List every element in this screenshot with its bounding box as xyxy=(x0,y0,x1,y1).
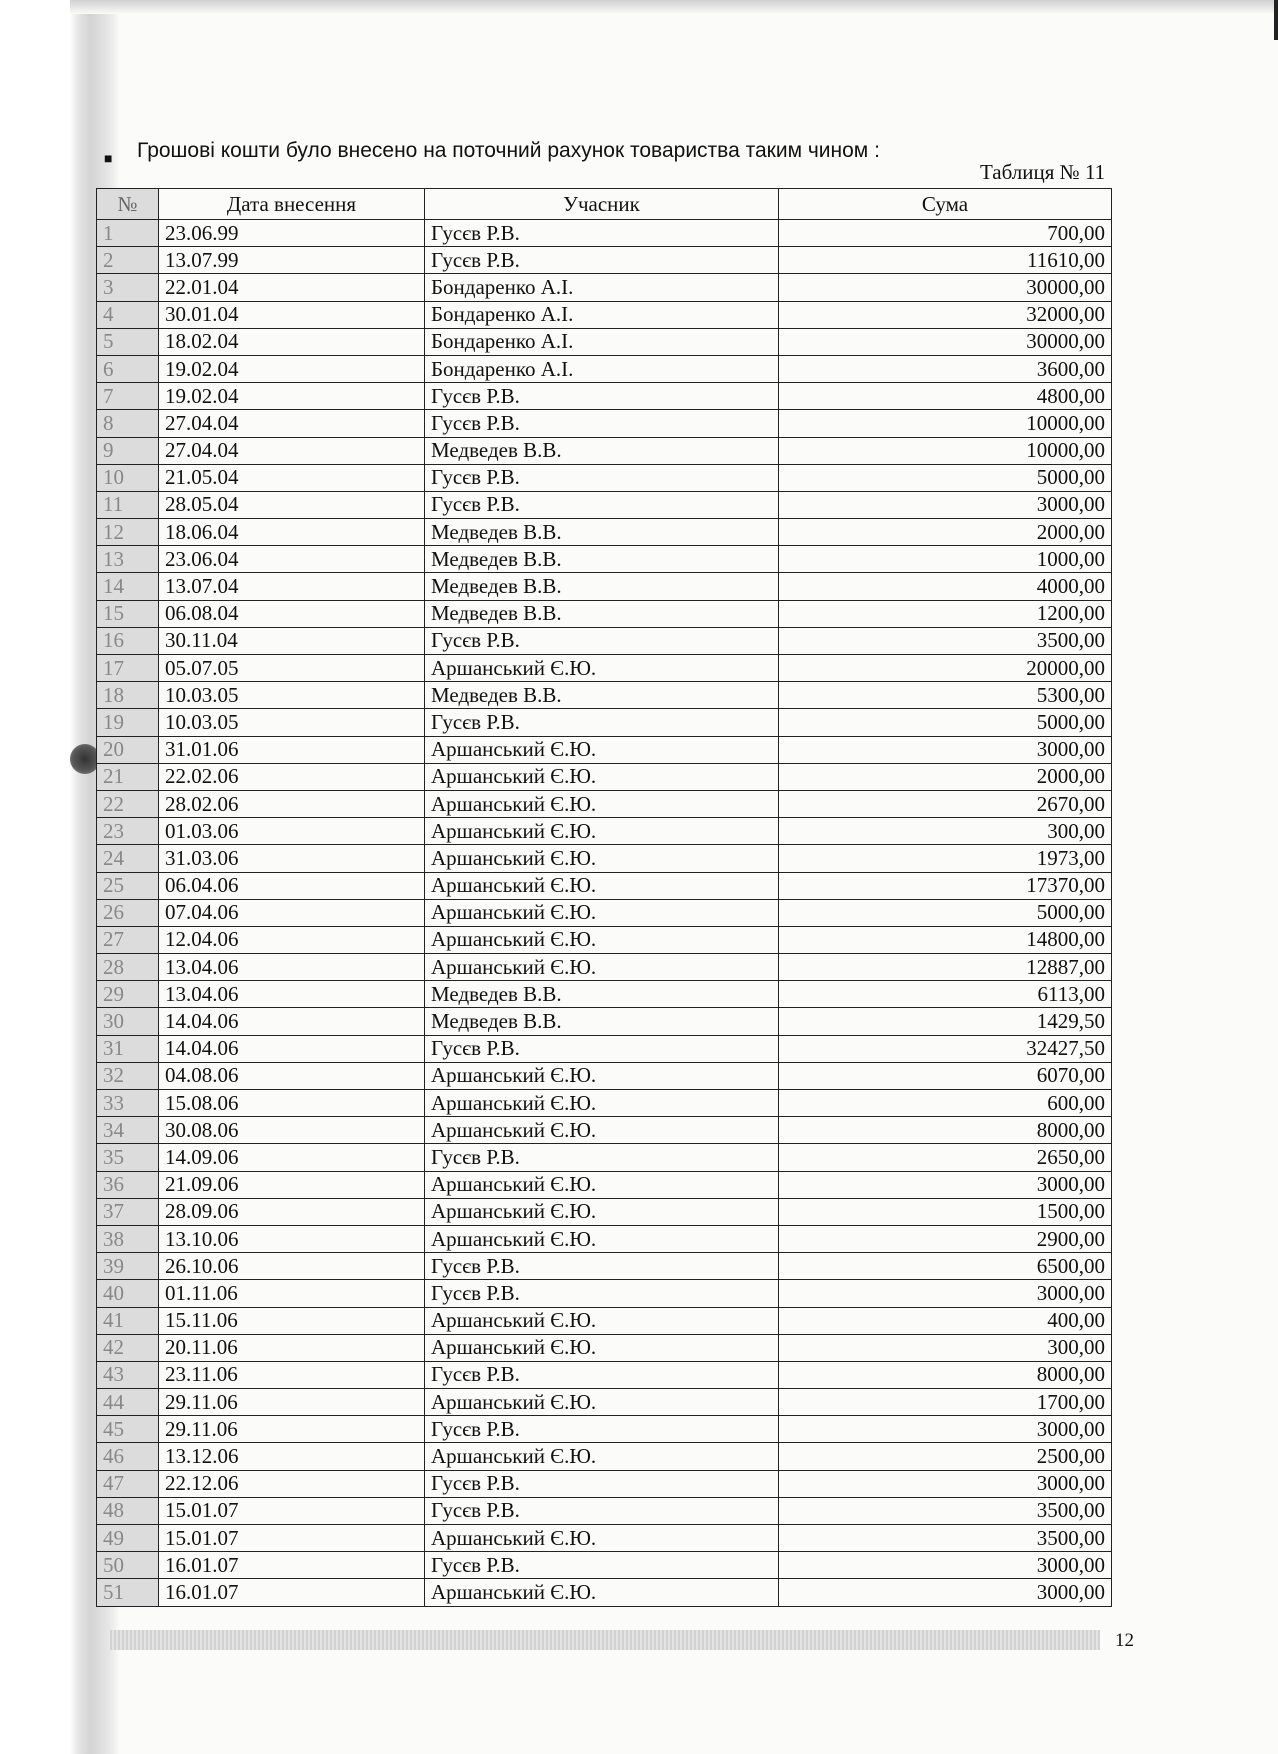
row-sum: 30000,00 xyxy=(779,274,1112,301)
table-row xyxy=(97,274,1112,301)
row-date: 14.09.06 xyxy=(159,1144,425,1171)
row-number: 4 xyxy=(97,301,159,328)
row-member: Гусєв Р.В. xyxy=(425,464,779,491)
row-sum: 2000,00 xyxy=(779,519,1112,546)
bullet-icon: ■ xyxy=(104,152,113,167)
row-member: Гусєв Р.В. xyxy=(425,1470,779,1497)
row-member: Гусєв Р.В. xyxy=(425,627,779,654)
table-row xyxy=(97,736,1112,763)
row-number: 41 xyxy=(97,1307,159,1334)
row-date: 23.11.06 xyxy=(159,1361,425,1388)
row-number: 7 xyxy=(97,383,159,410)
edge-mark xyxy=(1274,0,1278,40)
table-header-row xyxy=(97,189,1112,220)
row-number: 43 xyxy=(97,1361,159,1388)
row-date: 22.02.06 xyxy=(159,763,425,790)
table-row xyxy=(97,1552,1112,1579)
table-row xyxy=(97,410,1112,437)
row-sum: 2670,00 xyxy=(779,790,1112,817)
row-sum: 6500,00 xyxy=(779,1253,1112,1280)
table-row xyxy=(97,220,1112,247)
row-sum: 1200,00 xyxy=(779,600,1112,627)
row-sum: 3000,00 xyxy=(779,1171,1112,1198)
row-sum: 10000,00 xyxy=(779,410,1112,437)
table-row xyxy=(97,899,1112,926)
row-date: 15.01.07 xyxy=(159,1525,425,1552)
row-number: 46 xyxy=(97,1443,159,1470)
column-header-member: Учасник xyxy=(425,189,779,220)
row-date: 23.06.99 xyxy=(159,220,425,247)
row-member: Аршанський Є.Ю. xyxy=(425,1225,779,1252)
row-date: 29.11.06 xyxy=(159,1416,425,1443)
row-date: 27.04.04 xyxy=(159,437,425,464)
row-sum: 1973,00 xyxy=(779,845,1112,872)
table-row xyxy=(97,926,1112,953)
table-row xyxy=(97,682,1112,709)
row-number: 40 xyxy=(97,1280,159,1307)
row-number: 13 xyxy=(97,546,159,573)
row-member: Гусєв Р.В. xyxy=(425,1253,779,1280)
table-row xyxy=(97,655,1112,682)
table-row xyxy=(97,1008,1112,1035)
row-number: 26 xyxy=(97,899,159,926)
row-sum: 20000,00 xyxy=(779,655,1112,682)
row-sum: 11610,00 xyxy=(779,247,1112,274)
row-sum: 3000,00 xyxy=(779,1470,1112,1497)
row-number: 14 xyxy=(97,573,159,600)
row-member: Гусєв Р.В. xyxy=(425,220,779,247)
row-date: 15.11.06 xyxy=(159,1307,425,1334)
row-sum: 3500,00 xyxy=(779,1525,1112,1552)
row-number: 25 xyxy=(97,872,159,899)
row-sum: 3600,00 xyxy=(779,355,1112,382)
row-date: 07.04.06 xyxy=(159,899,425,926)
row-sum: 3000,00 xyxy=(779,1579,1112,1606)
row-number: 47 xyxy=(97,1470,159,1497)
row-date: 13.04.06 xyxy=(159,981,425,1008)
table-row xyxy=(97,1307,1112,1334)
row-date: 31.03.06 xyxy=(159,845,425,872)
table-row xyxy=(97,709,1112,736)
row-member: Аршанський Є.Ю. xyxy=(425,1117,779,1144)
row-sum: 300,00 xyxy=(779,818,1112,845)
row-number: 11 xyxy=(97,491,159,518)
row-date: 13.12.06 xyxy=(159,1443,425,1470)
row-member: Гусєв Р.В. xyxy=(425,1552,779,1579)
row-sum: 6070,00 xyxy=(779,1062,1112,1089)
row-sum: 3000,00 xyxy=(779,1280,1112,1307)
row-member: Гусєв Р.В. xyxy=(425,1416,779,1443)
row-number: 22 xyxy=(97,790,159,817)
row-sum: 12887,00 xyxy=(779,954,1112,981)
row-sum: 5000,00 xyxy=(779,709,1112,736)
row-date: 13.10.06 xyxy=(159,1225,425,1252)
row-sum: 3500,00 xyxy=(779,627,1112,654)
row-member: Аршанський Є.Ю. xyxy=(425,954,779,981)
row-number: 3 xyxy=(97,274,159,301)
row-date: 01.11.06 xyxy=(159,1280,425,1307)
row-sum: 700,00 xyxy=(779,220,1112,247)
table-row xyxy=(97,519,1112,546)
row-date: 13.04.06 xyxy=(159,954,425,981)
row-sum: 5000,00 xyxy=(779,899,1112,926)
row-sum: 8000,00 xyxy=(779,1117,1112,1144)
row-member: Медведев В.В. xyxy=(425,519,779,546)
row-member: Бондаренко А.І. xyxy=(425,301,779,328)
row-member: Аршанський Є.Ю. xyxy=(425,763,779,790)
row-date: 01.03.06 xyxy=(159,818,425,845)
row-date: 13.07.99 xyxy=(159,247,425,274)
row-date: 26.10.06 xyxy=(159,1253,425,1280)
row-date: 15.08.06 xyxy=(159,1090,425,1117)
row-date: 28.05.04 xyxy=(159,491,425,518)
row-sum: 300,00 xyxy=(779,1334,1112,1361)
row-member: Аршанський Є.Ю. xyxy=(425,926,779,953)
row-date: 14.04.06 xyxy=(159,1008,425,1035)
row-member: Аршанський Є.Ю. xyxy=(425,1090,779,1117)
row-number: 18 xyxy=(97,682,159,709)
table-row xyxy=(97,491,1112,518)
table-row xyxy=(97,872,1112,899)
row-member: Медведев В.В. xyxy=(425,546,779,573)
table-row xyxy=(97,1334,1112,1361)
row-member: Аршанський Є.Ю. xyxy=(425,736,779,763)
row-date: 28.02.06 xyxy=(159,790,425,817)
row-sum: 6113,00 xyxy=(779,981,1112,1008)
row-member: Медведев В.В. xyxy=(425,1008,779,1035)
row-member: Аршанський Є.Ю. xyxy=(425,1171,779,1198)
row-member: Аршанський Є.Ю. xyxy=(425,1198,779,1225)
row-date: 13.07.04 xyxy=(159,573,425,600)
row-number: 5 xyxy=(97,328,159,355)
table-row xyxy=(97,383,1112,410)
row-member: Аршанський Є.Ю. xyxy=(425,845,779,872)
table-row xyxy=(97,301,1112,328)
row-date: 27.04.04 xyxy=(159,410,425,437)
row-number: 34 xyxy=(97,1117,159,1144)
row-number: 51 xyxy=(97,1579,159,1606)
row-member: Аршанський Є.Ю. xyxy=(425,1525,779,1552)
row-sum: 3000,00 xyxy=(779,1416,1112,1443)
row-date: 21.05.04 xyxy=(159,464,425,491)
row-number: 15 xyxy=(97,600,159,627)
row-sum: 32427,50 xyxy=(779,1035,1112,1062)
row-date: 29.11.06 xyxy=(159,1389,425,1416)
row-member: Аршанський Є.Ю. xyxy=(425,1389,779,1416)
table-row xyxy=(97,328,1112,355)
row-date: 10.03.05 xyxy=(159,709,425,736)
table-row xyxy=(97,1497,1112,1524)
row-number: 17 xyxy=(97,655,159,682)
table-row xyxy=(97,1225,1112,1252)
table-row xyxy=(97,790,1112,817)
row-date: 15.01.07 xyxy=(159,1497,425,1524)
table-row xyxy=(97,573,1112,600)
row-number: 29 xyxy=(97,981,159,1008)
row-number: 12 xyxy=(97,519,159,546)
row-number: 21 xyxy=(97,763,159,790)
row-number: 45 xyxy=(97,1416,159,1443)
row-number: 35 xyxy=(97,1144,159,1171)
row-date: 28.09.06 xyxy=(159,1198,425,1225)
row-member: Аршанський Є.Ю. xyxy=(425,1443,779,1470)
table-row xyxy=(97,464,1112,491)
row-member: Аршанський Є.Ю. xyxy=(425,1062,779,1089)
table-row xyxy=(97,600,1112,627)
deposits-table xyxy=(96,188,1112,1607)
row-member: Медведев В.В. xyxy=(425,437,779,464)
table-body xyxy=(97,220,1112,1607)
intro-text: Грошові кошти було внесено на поточний рахунок товариства таким чином : xyxy=(137,139,880,162)
row-number: 2 xyxy=(97,247,159,274)
table-row xyxy=(97,1253,1112,1280)
row-date: 12.04.06 xyxy=(159,926,425,953)
row-date: 19.02.04 xyxy=(159,355,425,382)
row-member: Гусєв Р.В. xyxy=(425,1280,779,1307)
row-number: 8 xyxy=(97,410,159,437)
row-member: Аршанський Є.Ю. xyxy=(425,899,779,926)
row-sum: 5300,00 xyxy=(779,682,1112,709)
table-row xyxy=(97,247,1112,274)
row-number: 10 xyxy=(97,464,159,491)
column-header-date: Дата внесення xyxy=(159,189,425,220)
row-number: 30 xyxy=(97,1008,159,1035)
row-number: 39 xyxy=(97,1253,159,1280)
row-member: Гусєв Р.В. xyxy=(425,1144,779,1171)
row-date: 31.01.06 xyxy=(159,736,425,763)
row-sum: 1429,50 xyxy=(779,1008,1112,1035)
table-row xyxy=(97,1361,1112,1388)
row-sum: 30000,00 xyxy=(779,328,1112,355)
row-sum: 2000,00 xyxy=(779,763,1112,790)
table-row xyxy=(97,763,1112,790)
table-row xyxy=(97,1171,1112,1198)
row-number: 23 xyxy=(97,818,159,845)
row-number: 44 xyxy=(97,1389,159,1416)
row-member: Гусєв Р.В. xyxy=(425,1361,779,1388)
table-row xyxy=(97,1416,1112,1443)
row-number: 33 xyxy=(97,1090,159,1117)
row-number: 20 xyxy=(97,736,159,763)
row-member: Медведев В.В. xyxy=(425,600,779,627)
row-sum: 2900,00 xyxy=(779,1225,1112,1252)
row-number: 9 xyxy=(97,437,159,464)
row-number: 1 xyxy=(97,220,159,247)
table-row xyxy=(97,818,1112,845)
row-date: 19.02.04 xyxy=(159,383,425,410)
row-number: 48 xyxy=(97,1497,159,1524)
row-member: Гусєв Р.В. xyxy=(425,709,779,736)
row-sum: 4800,00 xyxy=(779,383,1112,410)
row-member: Гусєв Р.В. xyxy=(425,1497,779,1524)
row-sum: 400,00 xyxy=(779,1307,1112,1334)
table-row xyxy=(97,1525,1112,1552)
table-row xyxy=(97,546,1112,573)
row-sum: 2650,00 xyxy=(779,1144,1112,1171)
table-row xyxy=(97,437,1112,464)
row-member: Бондаренко А.І. xyxy=(425,328,779,355)
row-date: 06.08.04 xyxy=(159,600,425,627)
row-member: Бондаренко А.І. xyxy=(425,355,779,382)
row-member: Гусєв Р.В. xyxy=(425,247,779,274)
row-member: Аршанський Є.Ю. xyxy=(425,655,779,682)
row-date: 22.01.04 xyxy=(159,274,425,301)
row-date: 18.06.04 xyxy=(159,519,425,546)
page-number: 12 xyxy=(1115,1630,1134,1651)
row-member: Медведев В.В. xyxy=(425,573,779,600)
row-sum: 5000,00 xyxy=(779,464,1112,491)
row-date: 05.07.05 xyxy=(159,655,425,682)
row-sum: 3000,00 xyxy=(779,491,1112,518)
row-member: Медведев В.В. xyxy=(425,981,779,1008)
row-sum: 17370,00 xyxy=(779,872,1112,899)
row-member: Гусєв Р.В. xyxy=(425,1035,779,1062)
row-member: Аршанський Є.Ю. xyxy=(425,1334,779,1361)
row-sum: 14800,00 xyxy=(779,926,1112,953)
row-sum: 1000,00 xyxy=(779,546,1112,573)
table-row xyxy=(97,627,1112,654)
table-row xyxy=(97,1470,1112,1497)
row-member: Гусєв Р.В. xyxy=(425,410,779,437)
row-sum: 2500,00 xyxy=(779,1443,1112,1470)
column-header-number: № xyxy=(97,189,159,220)
row-number: 49 xyxy=(97,1525,159,1552)
row-sum: 3000,00 xyxy=(779,736,1112,763)
table-row xyxy=(97,1389,1112,1416)
table-row xyxy=(97,1144,1112,1171)
table-row xyxy=(97,355,1112,382)
row-sum: 1700,00 xyxy=(779,1389,1112,1416)
row-number: 6 xyxy=(97,355,159,382)
row-date: 16.01.07 xyxy=(159,1552,425,1579)
row-sum: 600,00 xyxy=(779,1090,1112,1117)
row-date: 18.02.04 xyxy=(159,328,425,355)
row-number: 37 xyxy=(97,1198,159,1225)
row-date: 04.08.06 xyxy=(159,1062,425,1089)
table-row xyxy=(97,1117,1112,1144)
row-date: 21.09.06 xyxy=(159,1171,425,1198)
table-row xyxy=(97,1579,1112,1606)
row-date: 23.06.04 xyxy=(159,546,425,573)
row-member: Аршанський Є.Ю. xyxy=(425,1307,779,1334)
row-member: Бондаренко А.І. xyxy=(425,274,779,301)
row-member: Аршанський Є.Ю. xyxy=(425,872,779,899)
row-number: 42 xyxy=(97,1334,159,1361)
row-date: 14.04.06 xyxy=(159,1035,425,1062)
table-row xyxy=(97,1035,1112,1062)
row-sum: 1500,00 xyxy=(779,1198,1112,1225)
table-row xyxy=(97,981,1112,1008)
row-date: 06.04.06 xyxy=(159,872,425,899)
row-sum: 3000,00 xyxy=(779,1552,1112,1579)
row-number: 19 xyxy=(97,709,159,736)
row-date: 16.01.07 xyxy=(159,1579,425,1606)
table-row xyxy=(97,1280,1112,1307)
table-row xyxy=(97,1443,1112,1470)
row-sum: 8000,00 xyxy=(779,1361,1112,1388)
column-header-sum: Сума xyxy=(779,189,1112,220)
row-member: Аршанський Є.Ю. xyxy=(425,790,779,817)
row-number: 38 xyxy=(97,1225,159,1252)
table-row xyxy=(97,1198,1112,1225)
row-number: 50 xyxy=(97,1552,159,1579)
row-sum: 4000,00 xyxy=(779,573,1112,600)
row-number: 28 xyxy=(97,954,159,981)
row-date: 22.12.06 xyxy=(159,1470,425,1497)
row-member: Аршанський Є.Ю. xyxy=(425,1579,779,1606)
row-date: 30.11.04 xyxy=(159,627,425,654)
row-sum: 10000,00 xyxy=(779,437,1112,464)
row-member: Аршанський Є.Ю. xyxy=(425,818,779,845)
row-number: 16 xyxy=(97,627,159,654)
scan-footer-band xyxy=(110,1630,1100,1650)
row-sum: 3500,00 xyxy=(779,1497,1112,1524)
table-row xyxy=(97,845,1112,872)
table-row xyxy=(97,1090,1112,1117)
row-member: Гусєв Р.В. xyxy=(425,491,779,518)
row-number: 36 xyxy=(97,1171,159,1198)
row-date: 30.08.06 xyxy=(159,1117,425,1144)
row-member: Гусєв Р.В. xyxy=(425,383,779,410)
row-number: 32 xyxy=(97,1062,159,1089)
table-row xyxy=(97,954,1112,981)
top-edge-shadow xyxy=(70,0,1278,14)
row-number: 27 xyxy=(97,926,159,953)
row-sum: 32000,00 xyxy=(779,301,1112,328)
row-date: 30.01.04 xyxy=(159,301,425,328)
table-row xyxy=(97,1062,1112,1089)
row-number: 31 xyxy=(97,1035,159,1062)
row-date: 10.03.05 xyxy=(159,682,425,709)
row-member: Медведев В.В. xyxy=(425,682,779,709)
table-caption: Таблиця № 11 xyxy=(980,160,1106,184)
row-date: 20.11.06 xyxy=(159,1334,425,1361)
row-number: 24 xyxy=(97,845,159,872)
